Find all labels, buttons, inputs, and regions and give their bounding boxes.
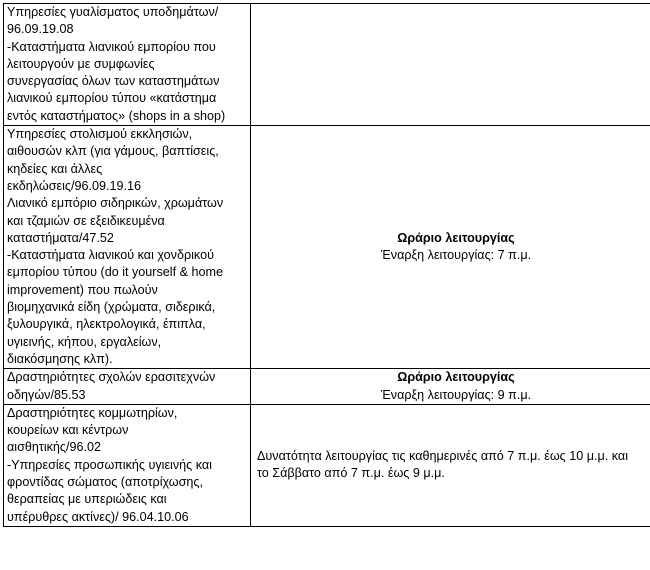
hours-cell [251, 126, 650, 369]
table-row [4, 126, 650, 369]
hours-cell [251, 404, 650, 526]
hours-text: Έναρξη λειτουργίας: 9 π.μ. [380, 387, 532, 402]
activity-line: λειτουργούν με συμφωνίες [7, 56, 155, 71]
hours-text: Έναρξη λειτουργίας: 7 π.μ. [380, 248, 532, 263]
table-row [4, 369, 650, 405]
hours-text-line: το Σάββατο από 7 π.μ. έως 9 μ.μ. [257, 466, 445, 481]
activity-line: κουρείων και κέντρων [7, 423, 129, 438]
hours-heading: Ωράριο λειτουργίας [397, 370, 515, 385]
activity-line: και τζαμιών σε εξειδικευμένα [7, 213, 165, 228]
activity-line: improvement) που πωλούν [7, 282, 158, 297]
activity-line: συνεργασίας όλων των καταστημάτων [7, 74, 220, 89]
hours-table [3, 3, 650, 527]
hours-cell-empty [251, 4, 650, 126]
activity-cell [4, 126, 251, 369]
activity-cell [4, 369, 251, 405]
activity-line: εντός καταστήματος» (shops in a shop) [7, 108, 226, 123]
activity-line: λιανικού εμπορίου τύπου «κατάστημα [7, 91, 217, 106]
activity-line: Υπηρεσίες γυαλίσματος υποδημάτων/ [7, 5, 219, 19]
activity-line: Υπηρεσίες στολισμού εκκλησιών, [7, 127, 193, 142]
activity-line: θεραπείας με υπεριώδεις και [7, 492, 167, 507]
hours-heading: Ωράριο λειτουργίας [397, 230, 515, 245]
hours-cell [251, 369, 650, 405]
table-row [4, 404, 650, 526]
activity-line: οδηγών/85.53 [7, 387, 86, 402]
activity-line: -Καταστήματα λιανικού και χονδρικού [7, 248, 214, 263]
activity-line: -Υπηρεσίες προσωπικής υγιεινής και [7, 457, 212, 472]
activity-line: Λιανικό εμπόριο σιδηρικών, χρωμάτων [7, 196, 224, 211]
activity-line: αισθητικής/96.02 [7, 440, 102, 455]
activity-line: βιομηχανικά είδη (χρώματα, σιδερικά, [7, 300, 216, 315]
activity-line: Δραστηριότητες σχολών ερασιτεχνών [7, 370, 216, 385]
activity-cell [4, 4, 251, 126]
activity-line: διακόσμησης κλπ). [7, 351, 113, 366]
activity-line: εμπορίου τύπου (do it yourself & home [7, 265, 223, 280]
activity-line: υγιεινής, κήπου, εργαλείων, [7, 334, 162, 349]
activity-line: αιθουσών κλπ (για γάμους, βαπτίσεις, [7, 144, 219, 159]
activity-line: υπέρυθρες ακτίνες)/ 96.04.10.06 [7, 509, 189, 524]
hours-text-line: Δυνατότητα λειτουργίας τις καθημερινές από 7 π.μ. έως 10 μ.μ. και [257, 449, 628, 464]
activity-line: 96.09.19.08 [7, 22, 74, 37]
table-row [4, 4, 650, 126]
activity-line: καταστήματα/47.52 [7, 230, 114, 245]
activity-line: εκδηλώσεις/96.09.19.16 [7, 178, 141, 193]
activity-line: Δραστηριότητες κομμωτηρίων, [7, 405, 178, 420]
activity-line: κηδείες και άλλες [7, 161, 103, 176]
activity-cell [4, 404, 251, 526]
activity-line: φροντίδας σώματος (αποτρίχωσης, [7, 475, 203, 490]
activity-line: -Καταστήματα λιανικού εμπορίου που [7, 39, 216, 54]
activity-line: ξυλουργικά, ηλεκτρολογικά, έπιπλα, [7, 317, 206, 332]
